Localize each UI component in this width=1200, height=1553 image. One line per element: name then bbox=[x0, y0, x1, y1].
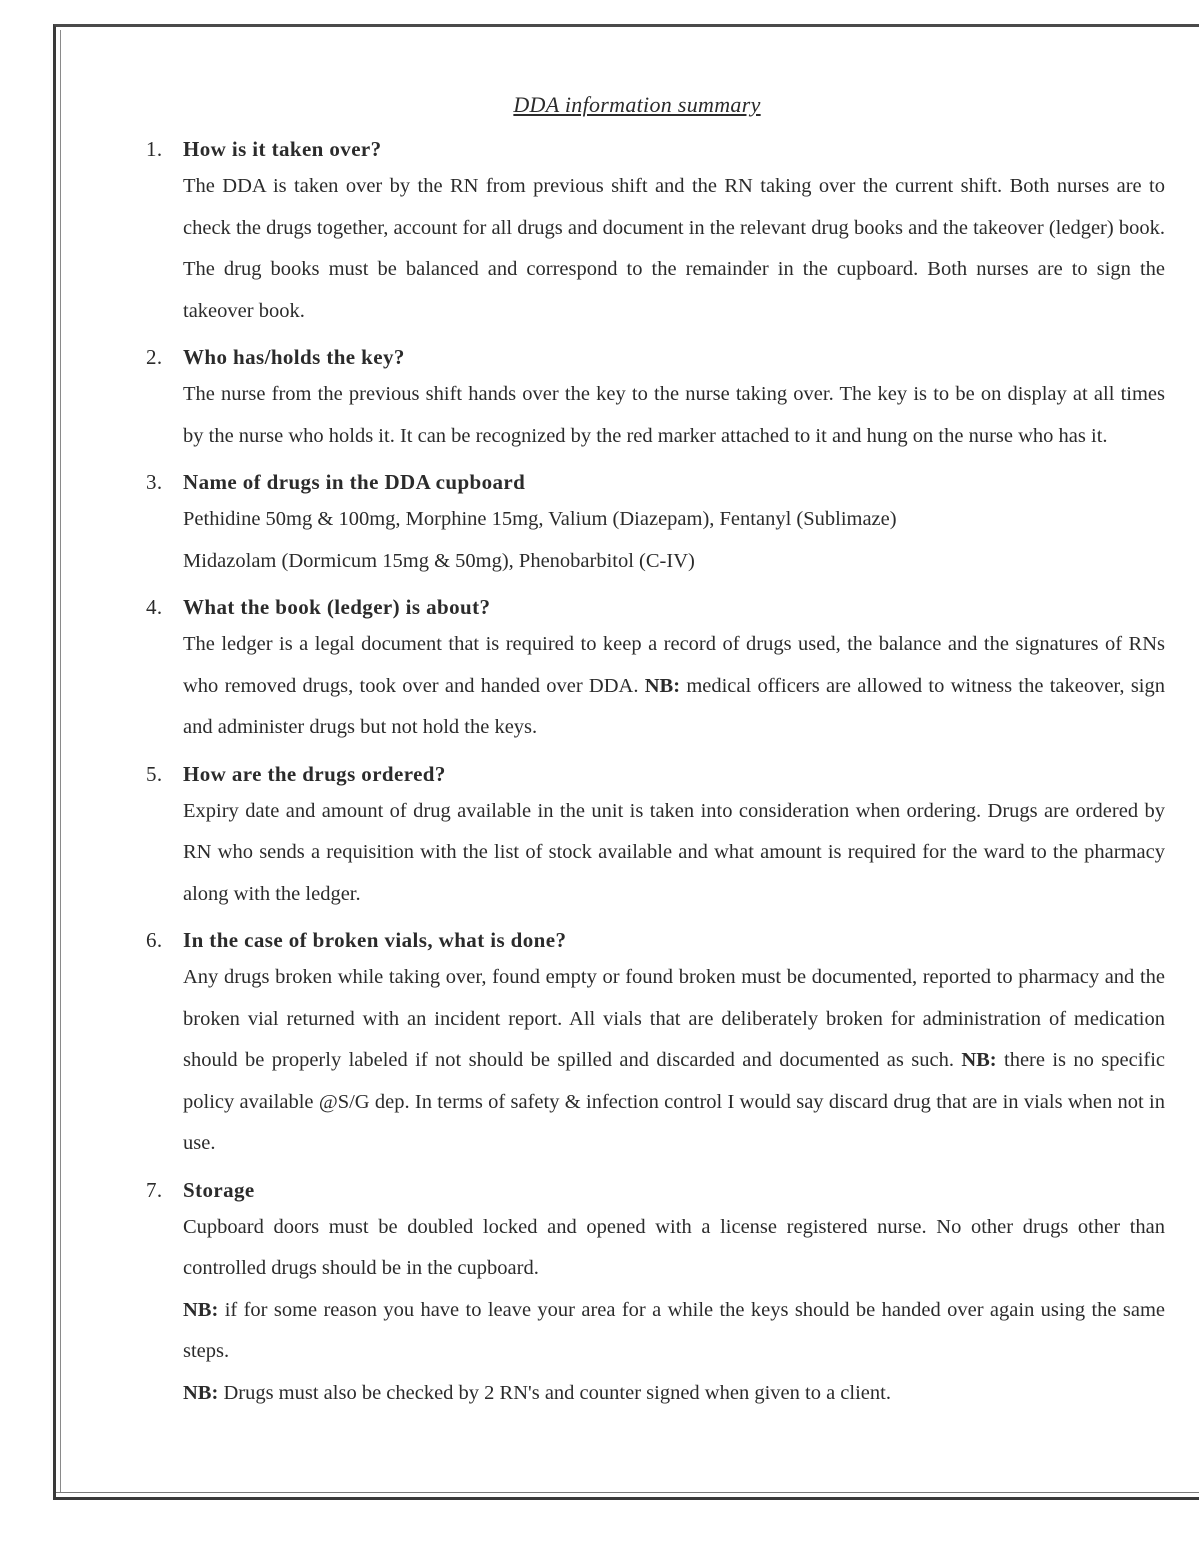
section-answer bbox=[140, 624, 1165, 749]
nb-label: NB: bbox=[961, 1049, 997, 1071]
section-number: 7. bbox=[146, 1177, 163, 1202]
question-text: Who has/holds the key? bbox=[183, 345, 405, 369]
section-6 bbox=[140, 923, 1165, 1165]
section-answer bbox=[140, 374, 1165, 457]
section-number: 2. bbox=[146, 345, 163, 369]
answer-paragraph bbox=[183, 957, 1165, 1165]
section-question bbox=[140, 340, 1165, 374]
section-3 bbox=[140, 465, 1165, 582]
answer-text: Any drugs broken while taking over, found empty or found broken must be documented, reported to pharmacy and the broken vial returned with an incident report. All vials that are deliberately broken for administration of medication should be properly labeled if not should be spilled and discarded and documented as such. bbox=[183, 966, 1165, 1071]
nb-label: NB: bbox=[183, 1298, 219, 1321]
question-text: How is it taken over? bbox=[183, 137, 382, 161]
nb-text: medical officers are allowed to witness the takeover, sign and administer drugs but not hold the keys. bbox=[183, 674, 1165, 738]
nb-paragraph bbox=[183, 1290, 1165, 1373]
question-text: What the book (ledger) is about? bbox=[183, 595, 491, 619]
nb-text: if for some reason you have to leave your area for a while the keys should be handed over again using the same steps. bbox=[183, 1298, 1165, 1362]
section-question bbox=[140, 1173, 1165, 1207]
section-question bbox=[140, 132, 1165, 166]
answer-paragraph: The nurse from the previous shift hands over the key to the nurse taking over. The key is to be on display at all times by the nurse who holds it. It can be recognized by the red marker attached to it and hung on the nurse who has it. bbox=[183, 383, 1165, 447]
section-1 bbox=[140, 132, 1165, 332]
nb-paragraph bbox=[183, 1373, 1165, 1415]
section-question bbox=[140, 465, 1165, 499]
section-5 bbox=[140, 757, 1165, 916]
page-border-inner-left bbox=[60, 30, 61, 1492]
page-border-inner-bottom bbox=[56, 1492, 1199, 1493]
answer-paragraph: Cupboard doors must be doubled locked and opened with a license registered nurse. No other drugs other than controlled drugs should be in the cupboard. bbox=[183, 1215, 1165, 1279]
drug-list-line: Midazolam (Dormicum 15mg & 50mg), Phenobarbitol (C-IV) bbox=[183, 549, 695, 572]
question-text: In the case of broken vials, what is done? bbox=[183, 928, 567, 952]
section-question bbox=[140, 590, 1165, 624]
sections-list bbox=[140, 132, 1165, 1422]
section-answer bbox=[140, 499, 1165, 582]
nb-label: NB: bbox=[183, 1381, 219, 1404]
answer-paragraph: The DDA is taken over by the RN from previous shift and the RN taking over the current shift. Both nurses are to check the drugs together, account for all drugs and document in the relevant drug books and the takeover (ledger) book. The drug books must be balanced and correspond to the remainder in the cupboard. Both nurses are to sign the takeover book. bbox=[183, 175, 1165, 322]
section-answer bbox=[140, 791, 1165, 916]
section-4 bbox=[140, 590, 1165, 749]
section-number: 4. bbox=[146, 595, 163, 619]
answer-paragraph bbox=[183, 624, 1165, 749]
answer-paragraph: Expiry date and amount of drug available in the unit is taken into consideration when ordering. Drugs are ordered by RN who sends a requisition with the list of stock available and what amount is required for the ward to the pharmacy along with the ledger. bbox=[183, 799, 1165, 905]
document-title: DDA information summary bbox=[513, 92, 761, 117]
question-text: How are the drugs ordered? bbox=[183, 761, 446, 786]
drug-list-line: Pethidine 50mg & 100mg, Morphine 15mg, Valium (Diazepam), Fentanyl (Sublimaze) bbox=[183, 508, 897, 530]
section-question bbox=[140, 757, 1165, 791]
section-number: 1. bbox=[146, 137, 163, 161]
nb-text: Drugs must also be checked by 2 RN's and counter signed when given to a client. bbox=[223, 1381, 891, 1404]
section-question bbox=[140, 923, 1165, 957]
question-text: Name of drugs in the DDA cupboard bbox=[183, 470, 526, 494]
nb-label: NB: bbox=[644, 674, 681, 697]
section-answer bbox=[140, 1207, 1165, 1415]
nb-text: there is no specific policy available @S/G dep. In terms of safety & infection control I would say discard drug that are in vials when not in use. bbox=[183, 1049, 1166, 1154]
section-answer bbox=[140, 957, 1165, 1165]
question-text: Storage bbox=[183, 1177, 255, 1202]
section-answer bbox=[140, 166, 1165, 332]
section-number: 6. bbox=[146, 928, 163, 952]
section-number: 5. bbox=[146, 761, 163, 786]
section-number: 3. bbox=[146, 470, 163, 494]
section-7 bbox=[140, 1173, 1165, 1415]
section-2 bbox=[140, 340, 1165, 457]
answer-text: The ledger is a legal document that is required to keep a record of drugs used, the balance and the signatures of RNs who removed drugs, took over and handed over DDA. bbox=[183, 633, 1165, 697]
